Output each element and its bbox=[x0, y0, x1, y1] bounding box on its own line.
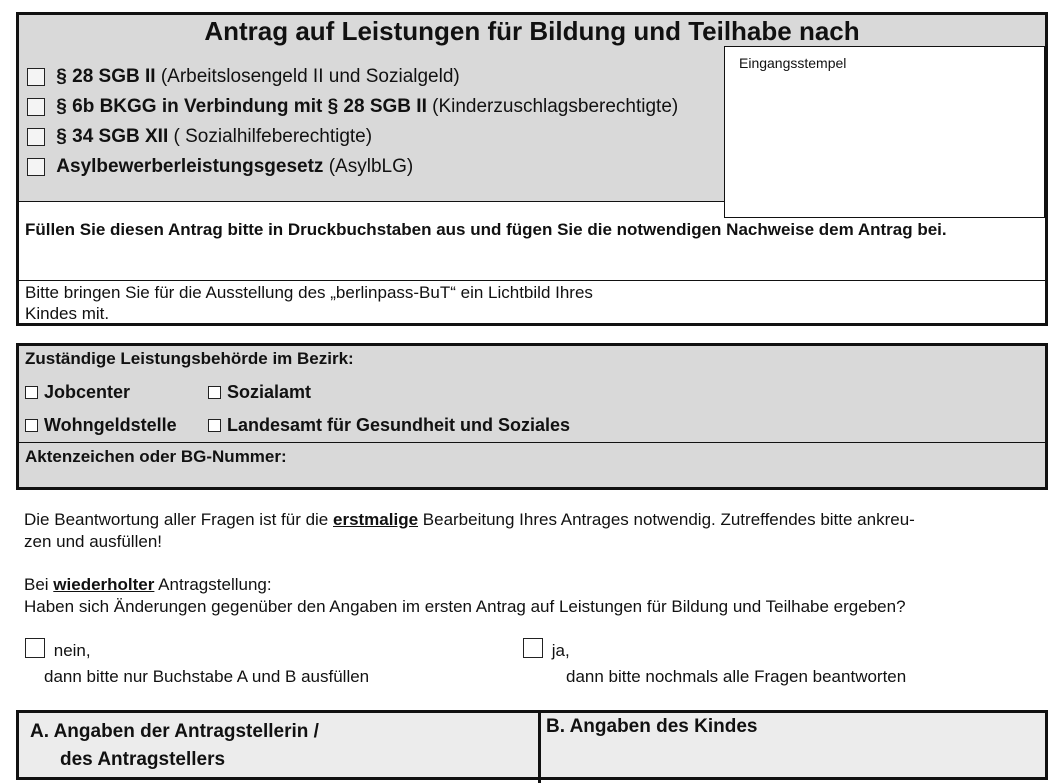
repeat-prefix: Bei bbox=[24, 575, 54, 594]
option-landesamt[interactable] bbox=[208, 415, 570, 436]
option-bkgg[interactable] bbox=[27, 96, 727, 118]
instruction-text: Füllen Sie diesen Antrag bitte in Druckbuchstaben aus und fügen Sie die notwendigen Nachweise dem Antrag bei. bbox=[25, 220, 947, 239]
landesamt-label: Landesamt für Gesundheit und Soziales bbox=[227, 415, 571, 435]
photo-note-line1: Bitte bringen Sie für die Ausstellung des „berlinpass-BuT“ ein Lichtbild Ihres bbox=[25, 283, 593, 302]
no-label: nein, bbox=[53, 641, 91, 660]
repeat-line bbox=[24, 575, 272, 595]
option-jobcenter[interactable] bbox=[25, 382, 130, 403]
stamp-box bbox=[724, 46, 1045, 218]
option-sgb12-code: § 34 SGB XII bbox=[56, 126, 169, 147]
authority-divider bbox=[19, 442, 1045, 443]
sozialamt-label: Sozialamt bbox=[227, 382, 312, 402]
option-sgb2[interactable] bbox=[27, 66, 460, 88]
checkbox-asylblg[interactable] bbox=[27, 158, 45, 176]
option-bkgg-desc: (Kinderzuschlagsberechtigte) bbox=[426, 96, 679, 117]
intro-emphasis: erstmalige bbox=[333, 510, 419, 529]
intro-part1: Die Beantwortung aller Fragen ist für die bbox=[24, 510, 333, 529]
section-a-title-line1: A. Angaben der Antragstellerin / bbox=[30, 721, 319, 742]
option-sgb12-desc: ( Sozialhilfeberechtigte) bbox=[168, 126, 373, 147]
option-sgb2-desc: (Arbeitslosengeld II und Sozialgeld) bbox=[155, 66, 460, 87]
checkbox-landesamt[interactable] bbox=[208, 419, 221, 432]
authority-heading: Zuständige Leistungsbehörde im Bezirk: bbox=[25, 349, 354, 368]
yes-hint: dann bitte nochmals alle Fragen beantworten bbox=[566, 667, 907, 686]
file-number-field[interactable] bbox=[319, 445, 1029, 479]
section-divider bbox=[538, 713, 541, 783]
checkbox-sozialamt[interactable] bbox=[208, 386, 221, 399]
intro-part2: Bearbeitung Ihres Antrages notwendig. Zutreffendes bitte ankreu- bbox=[418, 510, 915, 529]
checkbox-sgb2[interactable] bbox=[27, 68, 45, 86]
intro-line2: zen und ausfüllen! bbox=[24, 532, 162, 551]
option-yes[interactable] bbox=[523, 638, 570, 661]
divider-line bbox=[19, 280, 1045, 281]
jobcenter-label: Jobcenter bbox=[44, 382, 131, 402]
option-wohngeldstelle[interactable] bbox=[25, 415, 177, 436]
stamp-label: Eingangsstempel bbox=[739, 55, 847, 71]
authority-box bbox=[16, 343, 1048, 490]
repeat-question: Haben sich Änderungen gegenüber den Angaben im ersten Antrag auf Leistungen für Bildung und Teilhabe ergeben? bbox=[24, 597, 906, 616]
form-title: Antrag auf Leistungen für Bildung und Teilhabe nach bbox=[204, 16, 860, 46]
option-sgb12[interactable] bbox=[27, 126, 372, 148]
option-sgb2-code: § 28 SGB II bbox=[56, 66, 156, 87]
option-asylblg[interactable] bbox=[27, 156, 413, 178]
file-number-label: Aktenzeichen oder BG-Nummer: bbox=[25, 447, 287, 466]
option-asylblg-desc: (AsylbLG) bbox=[323, 156, 414, 177]
option-sozialamt[interactable] bbox=[208, 382, 311, 403]
repeat-emphasis: wiederholter bbox=[53, 575, 155, 594]
photo-note-line2: Kindes mit. bbox=[25, 304, 110, 323]
checkbox-wohngeldstelle[interactable] bbox=[25, 419, 38, 432]
header-box bbox=[16, 12, 1048, 326]
repeat-suffix: Antragstellung: bbox=[154, 575, 272, 594]
yes-label: ja, bbox=[551, 641, 570, 660]
option-no[interactable] bbox=[25, 638, 91, 661]
sections-box bbox=[16, 710, 1048, 780]
checkbox-sgb12[interactable] bbox=[27, 128, 45, 146]
checkbox-no[interactable] bbox=[25, 638, 45, 658]
no-hint: dann bitte nur Buchstabe A und B ausfüllen bbox=[44, 667, 370, 686]
intro-line1 bbox=[24, 510, 915, 530]
checkbox-jobcenter[interactable] bbox=[25, 386, 38, 399]
section-b-title: B. Angaben des Kindes bbox=[546, 716, 758, 737]
option-asylblg-code: Asylbewerberleistungsgesetz bbox=[56, 156, 324, 177]
section-a-title-line2: des Antragstellers bbox=[60, 749, 226, 770]
option-bkgg-code: § 6b BKGG in Verbindung mit § 28 SGB II bbox=[56, 96, 427, 117]
wohngeldstelle-label: Wohngeldstelle bbox=[44, 415, 177, 435]
checkbox-bkgg[interactable] bbox=[27, 98, 45, 116]
checkbox-yes[interactable] bbox=[523, 638, 543, 658]
